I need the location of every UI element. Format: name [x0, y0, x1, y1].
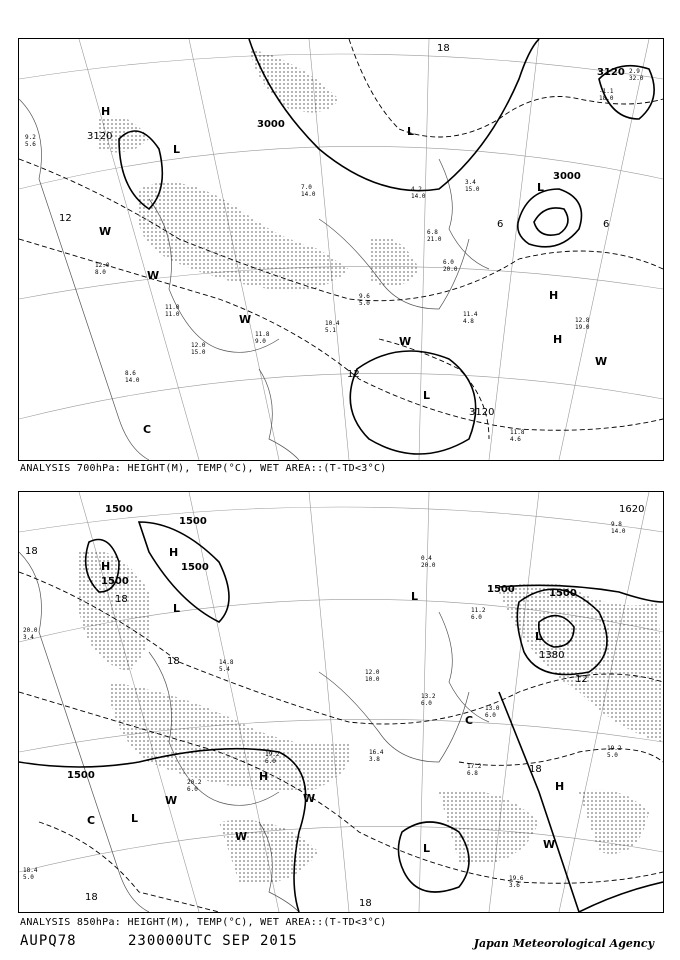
station-temp: 4.2	[411, 186, 422, 193]
station	[509, 875, 524, 889]
height-label: 1500	[105, 504, 133, 515]
station	[165, 304, 180, 318]
center-value: 3000	[553, 171, 581, 182]
station-dewpoint: 4.6	[510, 436, 521, 443]
station	[471, 607, 486, 621]
station	[485, 705, 500, 719]
station-dewpoint: 20.0	[443, 266, 458, 273]
warm-center: W	[235, 830, 248, 843]
station	[427, 229, 442, 243]
height-label: 3000	[257, 119, 285, 130]
isotherms	[19, 39, 663, 439]
station-temp: 19.6	[509, 875, 524, 882]
station-temp: 10.4	[325, 320, 340, 327]
high-center: H	[101, 105, 111, 118]
station	[463, 311, 478, 325]
station-dewpoint: 5.1	[325, 327, 336, 334]
station-dewpoint: 10.0	[365, 676, 380, 683]
height-label: 1500	[67, 770, 95, 781]
low-center: L	[537, 181, 545, 194]
isotherm-label: 12	[59, 213, 72, 224]
station-dewpoint: 5.4	[219, 666, 230, 673]
low-center: L	[411, 590, 419, 603]
station	[629, 68, 644, 82]
low-center: L	[423, 389, 431, 402]
station-temp: 2.9	[629, 68, 640, 75]
station-dewpoint: 6.0	[265, 758, 276, 765]
station-dewpoint: 11.0	[165, 311, 180, 318]
map-850hpa-svg	[19, 492, 663, 912]
station-temp: 11.8	[255, 331, 270, 338]
station-temp: 8.6	[125, 370, 136, 377]
station-temp: 9.2	[25, 134, 36, 141]
station-temp: 13.2	[421, 693, 436, 700]
isotherm-label: 18	[25, 546, 38, 557]
station-temp: -1.1	[599, 88, 614, 95]
station-dewpoint: 14.0	[611, 528, 626, 535]
station-dewpoint: 14.0	[411, 193, 426, 200]
station	[575, 317, 590, 331]
station	[443, 259, 458, 273]
station-dewpoint: 6.0	[421, 700, 432, 707]
isotherm-label: 18	[437, 43, 450, 54]
analysis-datetime: 230000UTC SEP 2015	[128, 933, 298, 949]
station-dewpoint: 4.8	[463, 318, 474, 325]
station	[95, 262, 110, 276]
station-dewpoint: 3.4	[23, 634, 34, 641]
station	[359, 293, 370, 307]
station-dewpoint: 3.8	[369, 756, 380, 763]
station	[23, 867, 38, 881]
high-center: H	[259, 770, 269, 783]
station-dewpoint: 14.0	[125, 377, 140, 384]
station	[611, 521, 626, 535]
station-temp: 12.8	[575, 317, 590, 324]
station-dewpoint: 5.0	[359, 300, 370, 307]
station-temp: 19.2	[265, 751, 280, 758]
high-center: H	[553, 333, 563, 346]
station-dewpoint: 14.0	[301, 191, 316, 198]
station-temp: 19.2	[607, 745, 622, 752]
high-center: H	[555, 780, 565, 793]
isotherm-label: 6	[497, 219, 504, 230]
station-temp: 20.2	[187, 779, 202, 786]
station-temp: 17.2	[467, 763, 482, 770]
height-label: 1500	[179, 516, 207, 527]
station-temp: 6.8	[427, 229, 438, 236]
wet-areas	[99, 49, 419, 292]
high-center: H	[549, 289, 559, 302]
station	[255, 331, 270, 345]
station-dewpoint: 5.0	[23, 874, 34, 881]
station-dewpoint: 32.0	[629, 75, 644, 82]
map-700hpa	[18, 38, 664, 461]
station-temp: 3.4	[465, 179, 476, 186]
station	[467, 763, 482, 777]
station-temp: 11.8	[510, 429, 525, 436]
station-dewpoint: 19.0	[575, 324, 590, 331]
cold-center: C	[87, 814, 96, 827]
station-dewpoint: 8.0	[95, 269, 106, 276]
height-label: 1620	[619, 504, 645, 515]
station	[365, 669, 380, 683]
map-700hpa-svg	[19, 39, 663, 460]
station	[125, 370, 140, 384]
isotherm-label: 6	[603, 219, 610, 230]
station	[599, 88, 614, 102]
station-temp: 9.8	[611, 521, 622, 528]
warm-center: W	[99, 225, 112, 238]
height-label: 3120	[597, 67, 625, 78]
isotherm-label: 18	[359, 898, 372, 909]
graticule	[19, 39, 663, 460]
station	[325, 320, 340, 334]
center-value: 3120	[469, 407, 495, 418]
height-label: 1380	[539, 650, 565, 661]
center-value: 3120	[87, 131, 113, 142]
warm-center: W	[595, 355, 608, 368]
station-temp: 12.0	[191, 342, 206, 349]
station	[25, 134, 36, 148]
station	[465, 179, 480, 193]
station-dewpoint: 15.0	[191, 349, 206, 356]
cold-center: C	[143, 423, 152, 436]
caption-700hpa: ANALYSIS 700hPa: HEIGHT(M), TEMP(°C), WET AREA::(T-TD<3°C)	[20, 463, 387, 474]
caption-850hpa: ANALYSIS 850hPa: HEIGHT(M), TEMP(°C), WET AREA::(T-TD<3°C)	[20, 917, 387, 928]
station-temp: 9.6	[359, 293, 370, 300]
agency-name: Japan Meteorological Agency	[473, 937, 654, 950]
height-label: 1500	[181, 562, 209, 573]
station-temp: 6.0	[443, 259, 454, 266]
station-temp: 12.0	[95, 262, 110, 269]
station-dewpoint: 21.0	[427, 236, 442, 243]
station-temp: 12.0	[365, 669, 380, 676]
station-temp: 11.2	[471, 607, 486, 614]
warm-center: W	[239, 313, 252, 326]
station-dewpoint: 18.0	[599, 95, 614, 102]
station-temp: 11.4	[463, 311, 478, 318]
warm-center: W	[303, 792, 316, 805]
isotherm-label: 12	[575, 674, 588, 685]
high-center: H	[101, 560, 111, 573]
warm-center: W	[543, 838, 556, 851]
station-dewpoint: 3.6	[509, 882, 520, 889]
station-dewpoint: 6.8	[467, 770, 478, 777]
map-850hpa	[18, 491, 664, 913]
station	[510, 429, 525, 443]
station	[23, 627, 38, 641]
station-temp: 7.0	[301, 184, 312, 191]
station-dewpoint: 5.0	[607, 752, 618, 759]
station-dewpoint: 6.0	[187, 786, 198, 793]
station	[369, 749, 384, 763]
low-center: L	[407, 125, 415, 138]
warm-center: W	[147, 269, 160, 282]
cold-center: C	[465, 714, 474, 727]
chart-code: AUPQ78	[20, 933, 77, 949]
station-dewpoint: 6.0	[485, 712, 496, 719]
low-center: L	[535, 630, 543, 643]
station-temp: 13.0	[485, 705, 500, 712]
station-temp: 11.0	[165, 304, 180, 311]
station-dewpoint: 9.0	[255, 338, 266, 345]
station	[421, 693, 436, 707]
station-dewpoint: 15.0	[465, 186, 480, 193]
isotherm-label: 12	[347, 369, 360, 380]
station-temp: 20.0	[23, 627, 38, 634]
station-dewpoint: 5.6	[25, 141, 36, 148]
station-temp: 18.4	[23, 867, 38, 874]
warm-center: W	[165, 794, 178, 807]
isotherm-label: 18	[85, 892, 98, 903]
station-temp: 0.4	[421, 555, 432, 562]
low-center: L	[173, 143, 181, 156]
height-label: 1500	[101, 576, 129, 587]
warm-center: W	[399, 335, 412, 348]
station-dewpoint: 6.0	[471, 614, 482, 621]
station	[411, 186, 426, 200]
isotherm-label: 18	[529, 764, 542, 775]
high-center: H	[169, 546, 179, 559]
station	[219, 659, 234, 673]
low-center: L	[173, 602, 181, 615]
station	[607, 745, 622, 759]
station	[301, 184, 316, 198]
height-label: 1500	[549, 588, 577, 599]
station-temp: 14.8	[219, 659, 234, 666]
station-dewpoint: 20.0	[421, 562, 436, 569]
isotherm-label: 18	[115, 594, 128, 605]
low-center: L	[423, 842, 431, 855]
station	[191, 342, 206, 356]
station	[421, 555, 436, 569]
wet-areas	[79, 550, 663, 884]
isotherm-label: 18	[167, 656, 180, 667]
height-label: 1500	[487, 584, 515, 595]
low-center: L	[131, 812, 139, 825]
station-temp: 16.4	[369, 749, 384, 756]
